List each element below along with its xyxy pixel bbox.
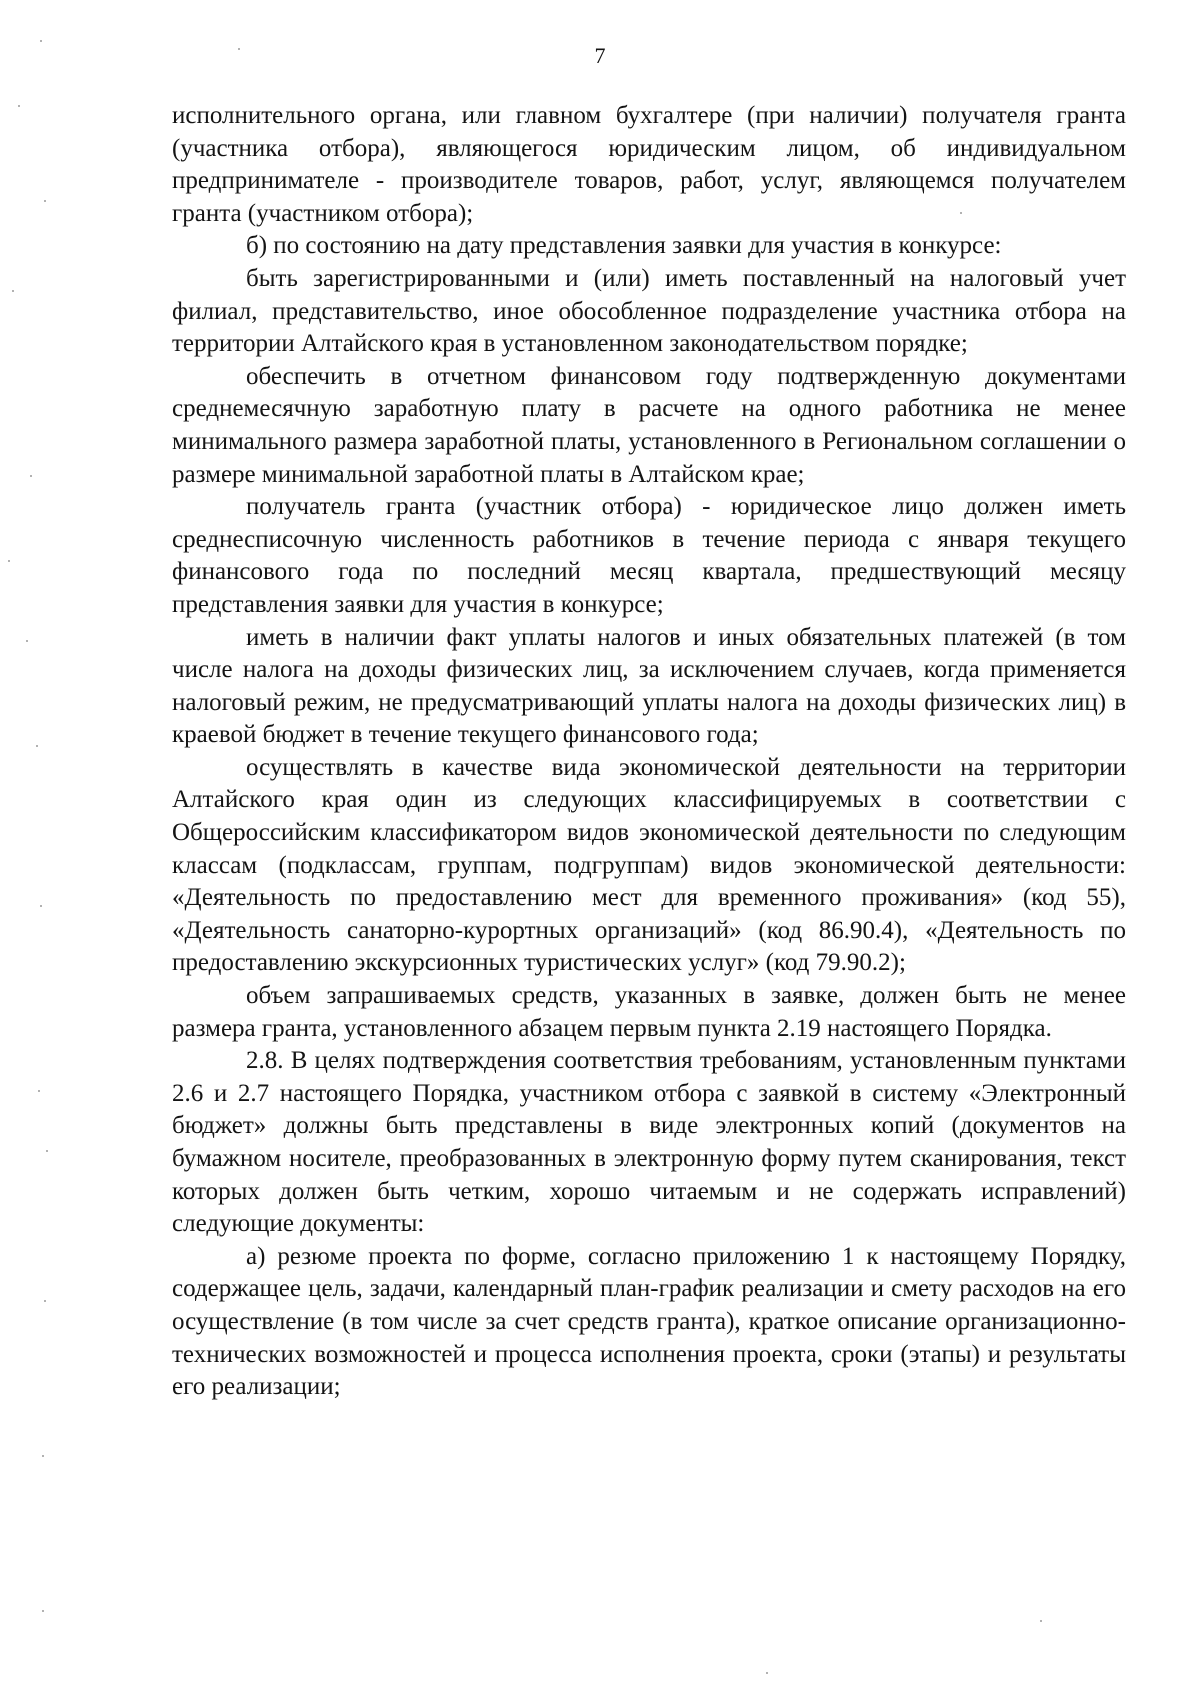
scan-speck: [766, 1672, 768, 1674]
scan-speck: [38, 1090, 40, 1092]
scan-speck: [42, 1610, 44, 1612]
scan-speck: [40, 905, 42, 907]
paragraph-1: исполнительного органа, или главном бухгалтере (при наличии) получателя гранта (участника отбора), являющегося юридическим лицом, об индивидуальном предпринимателе - производителе товаров, работ, услуг, являющемся получателем гранта (участником отбора);: [172, 102, 1126, 227]
scan-speck: [30, 475, 32, 477]
scan-speck: [44, 1300, 46, 1302]
scan-speck: [18, 105, 20, 107]
scan-speck: [238, 48, 240, 50]
scan-speck: [46, 1150, 48, 1152]
scan-speck: [960, 212, 962, 214]
paragraph-3: быть зарегистрированными и (или) иметь поставленный на налоговый учет филиал, представительство, иное обособленное подразделение участника отбора на территории Алтайского края в установленном законодательством порядке;: [172, 264, 1126, 358]
scan-speck: [12, 290, 14, 292]
scan-speck: [1040, 1620, 1042, 1622]
scan-speck: [26, 640, 28, 642]
page-number: 7: [594, 43, 606, 68]
paragraph-4: обеспечить в отчетном финансовом году подтвержденную документами среднемесячную заработную плату в расчете на одного работника не менее минимального размера заработной платы, установленного в Региональном соглашении о размере минимальной заработной платы в Алтайском крае;: [172, 362, 1126, 488]
scan-speck: [44, 200, 46, 202]
scan-speck: [42, 1455, 44, 1457]
paragraph-5: получатель гранта (участник отбора) - юридическое лицо должен иметь среднесписочную численность работников в течение периода с января текущего финансового года по последний месяц квартала, предшествующий месяцу представления заявки для участия в конкурсе;: [172, 493, 1126, 618]
paragraph-9: 2.8. В целях подтверждения соответствия требованиям, установленным пунктами 2.6 и 2.7 настоящего Порядка, участником отбора с заявкой в систему «Электронный бюджет» должны быть представлены в виде электронных копий (документов на бумажном носителе, преобразованных в электронную форму путем сканирования, текст которых должен быть четким, хорошо читаемым и не содержать исправлений) следующие документы:: [172, 1047, 1126, 1238]
scan-speck: [36, 745, 38, 747]
paragraph-6: иметь в наличии факт уплаты налогов и иных обязательных платежей (в том числе налога на доходы физических лиц, за исключением случаев, когда применяется налоговый режим, не предусматривающий уплаты налога на доходы физических лиц) в краевой бюджет в течение текущего финансового года;: [172, 623, 1126, 749]
paragraph-10: а) резюме проекта по форме, согласно приложению 1 к настоящему Порядку, содержащее цель, задачи, календарный план-график реализации и смету расходов на его осуществление (в том числе за счет средств гранта), краткое описание организационно-технических возможностей и процесса исполнения проекта, сроки (этапы) и результаты его реализации;: [172, 1242, 1126, 1401]
document-body: [172, 100, 1126, 1404]
scan-speck: [40, 40, 42, 42]
paragraph-7: осуществлять в качестве вида экономической деятельности на территории Алтайского края один из следующих классифицируемых в соответствии с Общероссийским классификатором видов экономической деятельности по следующим классам (подклассам, группам, подгруппам) видов экономической деятельности: «Деятельность по предоставлению мест для временного проживания» (код 55), «Деятельность санаторно-курортных организаций» (код 86.90.4), «Деятельность по предоставлению экскурсионных туристических услуг» (код 79.90.2);: [172, 753, 1126, 977]
scan-speck: [8, 560, 10, 562]
paragraph-8: объем запрашиваемых средств, указанных в заявке, должен быть не менее размера гранта, установленного абзацем первым пункта 2.19 настоящего Порядка.: [172, 982, 1126, 1042]
paragraph-2: б) по состоянию на дату представления заявки для участия в конкурсе:: [246, 232, 1002, 260]
